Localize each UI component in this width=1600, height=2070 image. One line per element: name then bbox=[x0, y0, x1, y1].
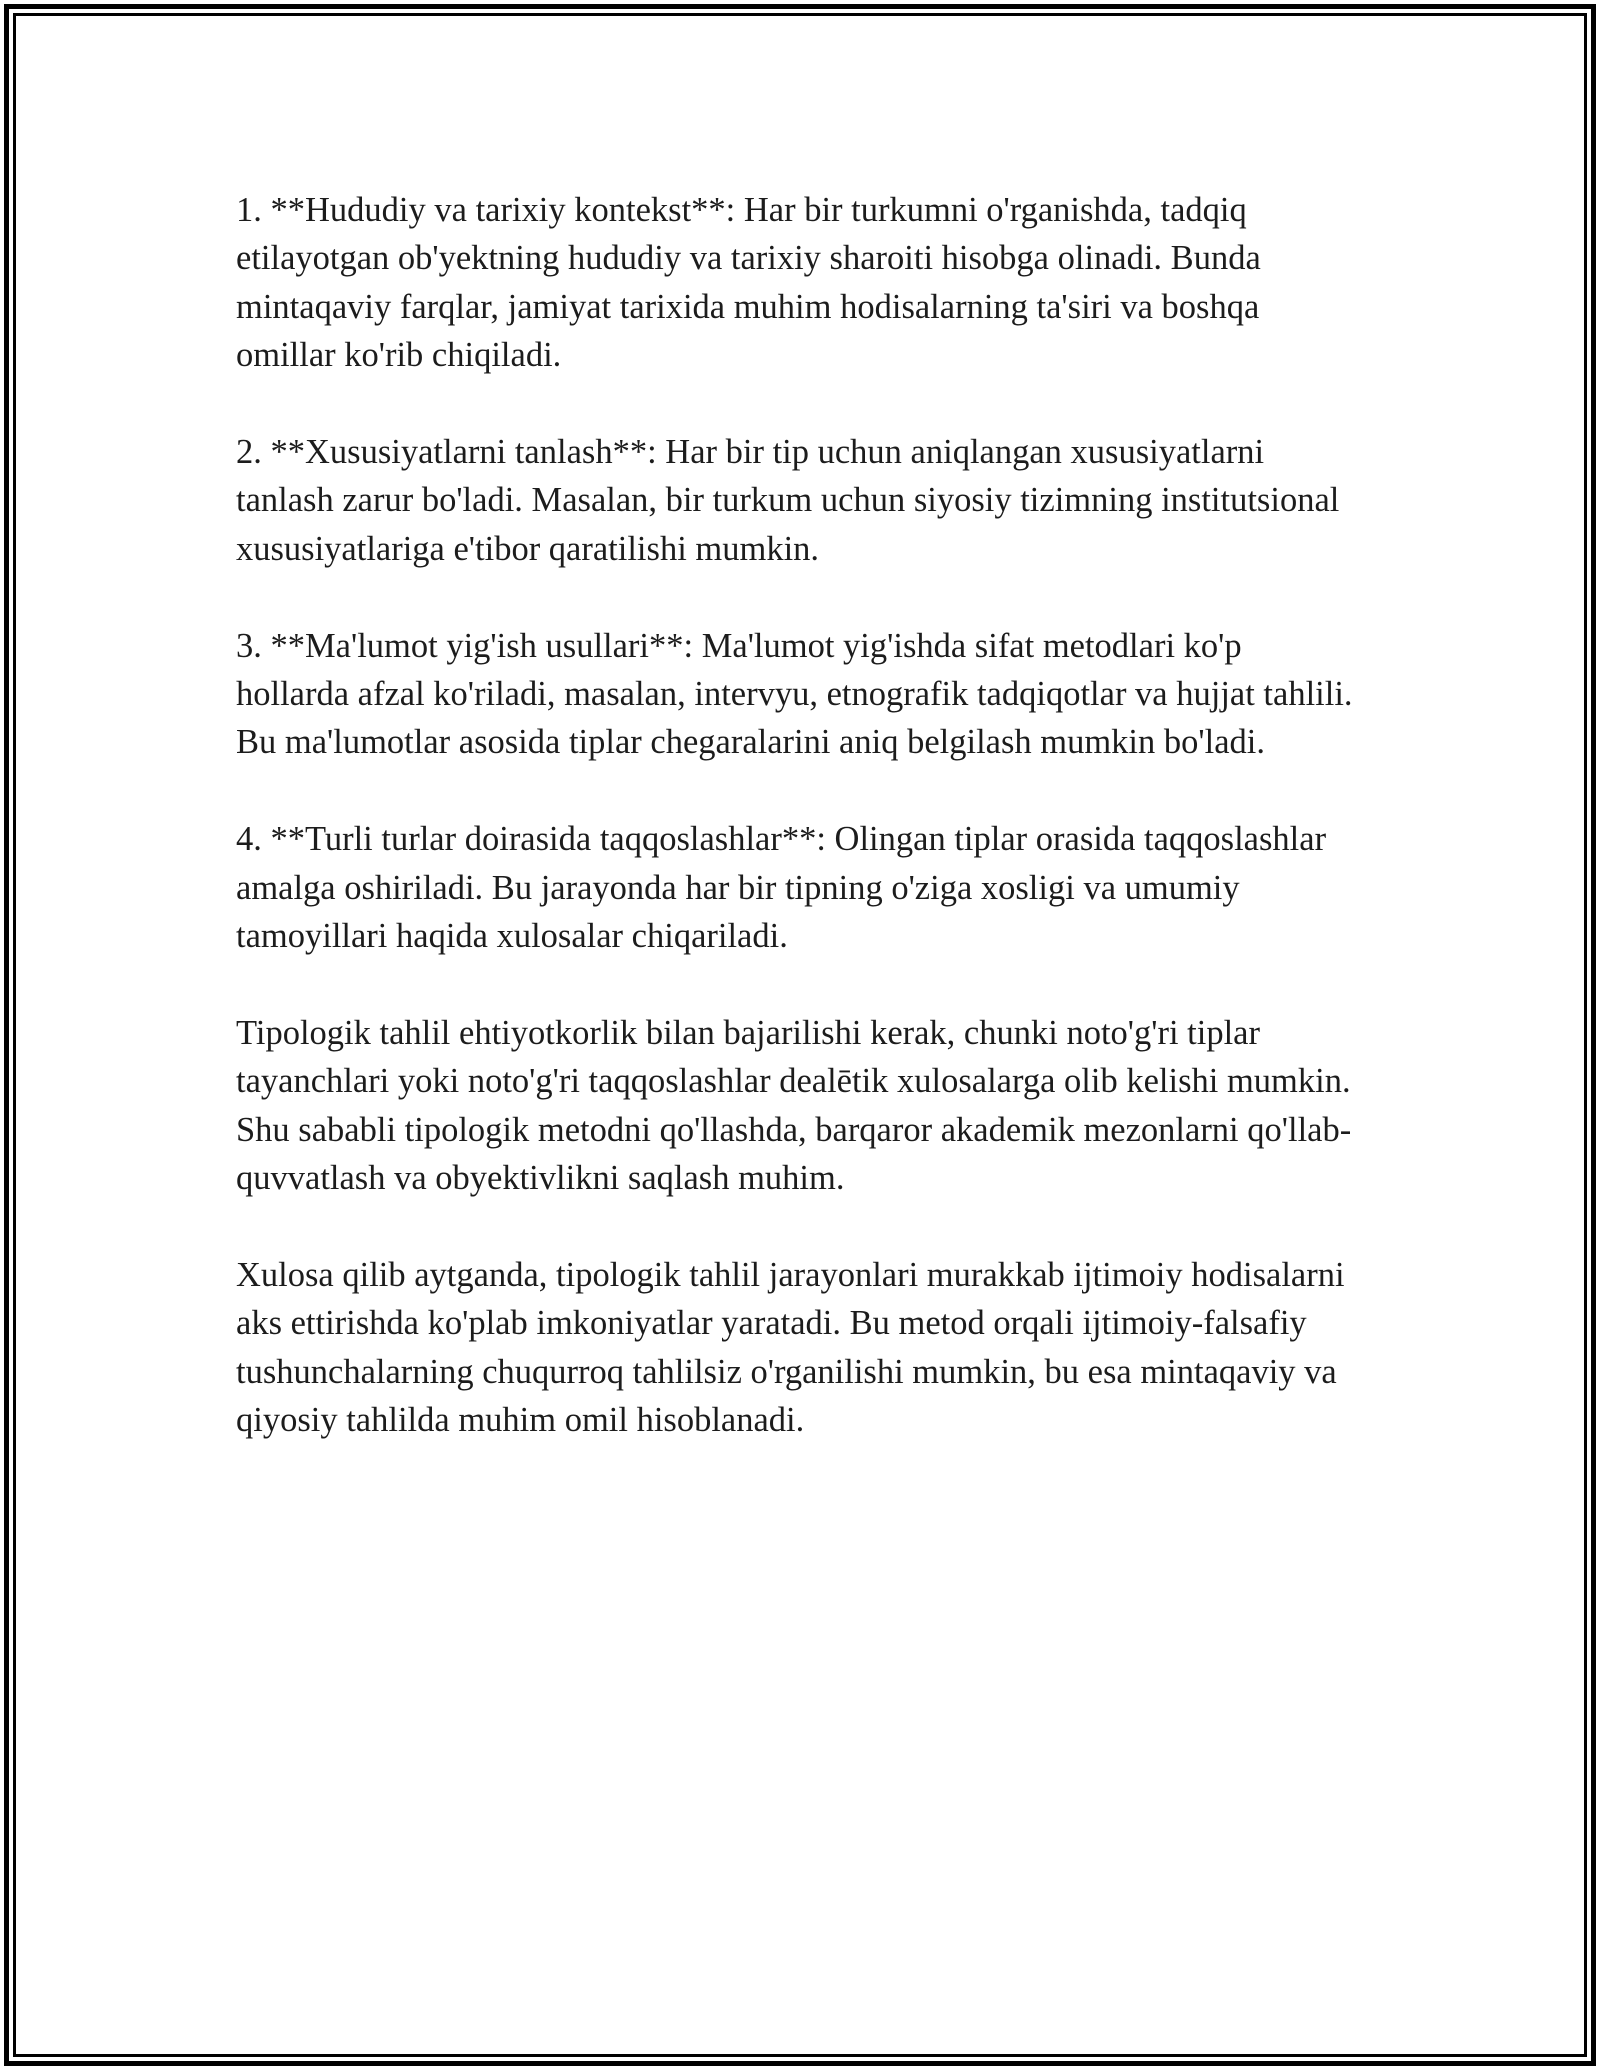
paragraph-item-1: 1. **Hududiy va tarixiy kontekst**: Har bir turkumni o'rganishda, tadqiq etilayotgan ob'yektning hududiy va tarixiy sharoiti hisobga olinadi. Bunda mintaqaviy farqlar, jamiyat tarixida muhim hodisalarning ta'siri va boshqa omillar ko'rib chiqiladi. bbox=[236, 191, 1261, 375]
paragraph-item-2: 2. **Xususiyatlarni tanlash**: Har bir tip uchun aniqlangan xususiyatlarni tanlash zarur bo'ladi. Masalan, bir turkum uchun siyosiy tizimning institutsional xususiyatlariga e'tibor qaratilishi mumkin. bbox=[236, 433, 1340, 568]
paragraph-item-4: 4. **Turli turlar doirasida taqqoslashlar**: Olingan tiplar orasida taqqoslashlar amalga oshiriladi. Bu jarayonda har bir tipning o'ziga xosligi va umumiy tamoyillari haqida xulosalar chiqariladi. bbox=[236, 820, 1327, 956]
paragraph-caution: Tipologik tahlil ehtiyotkorlik bilan bajarilishi kerak, chunki noto'g'ri tiplar tayanchlari yoki noto'g'ri taqqoslashlar dealētik xulosalarga olib kelishi mumkin. Shu sababli tipologik metodni qo'llashda, barqaror akademik mezonlarni qo'llab-quvvatlash va obyektivlikni saqlash muhim. bbox=[236, 1013, 1352, 1198]
paragraph-conclusion: Xulosa qilib aytganda, tipologik tahlil jarayonlari murakkab ijtimoiy hodisalarni aks ettirishda ko'plab imkoniyatlar yaratadi. Bu metod orqali ijtimoiy-falsafiy tushunchalarning chuqurroq tahlilsiz o'rganilishi mumkin, bu esa mintaqaviy va qiyosiy tahlilda muhim omil hisoblanadi. bbox=[236, 1255, 1345, 1440]
paragraph-item-3: 3. **Ma'lumot yig'ish usullari**: Ma'lumot yig'ishda sifat metodlari ko'p hollarda afzal ko'riladi, masalan, intervyu, etnografik tadqiqotlar va hujjat tahlili. Bu ma'lumotlar asosida tiplar chegaralarini aniq belgilash mumkin bo'ladi. bbox=[236, 626, 1353, 762]
document-body bbox=[236, 186, 1354, 1444]
